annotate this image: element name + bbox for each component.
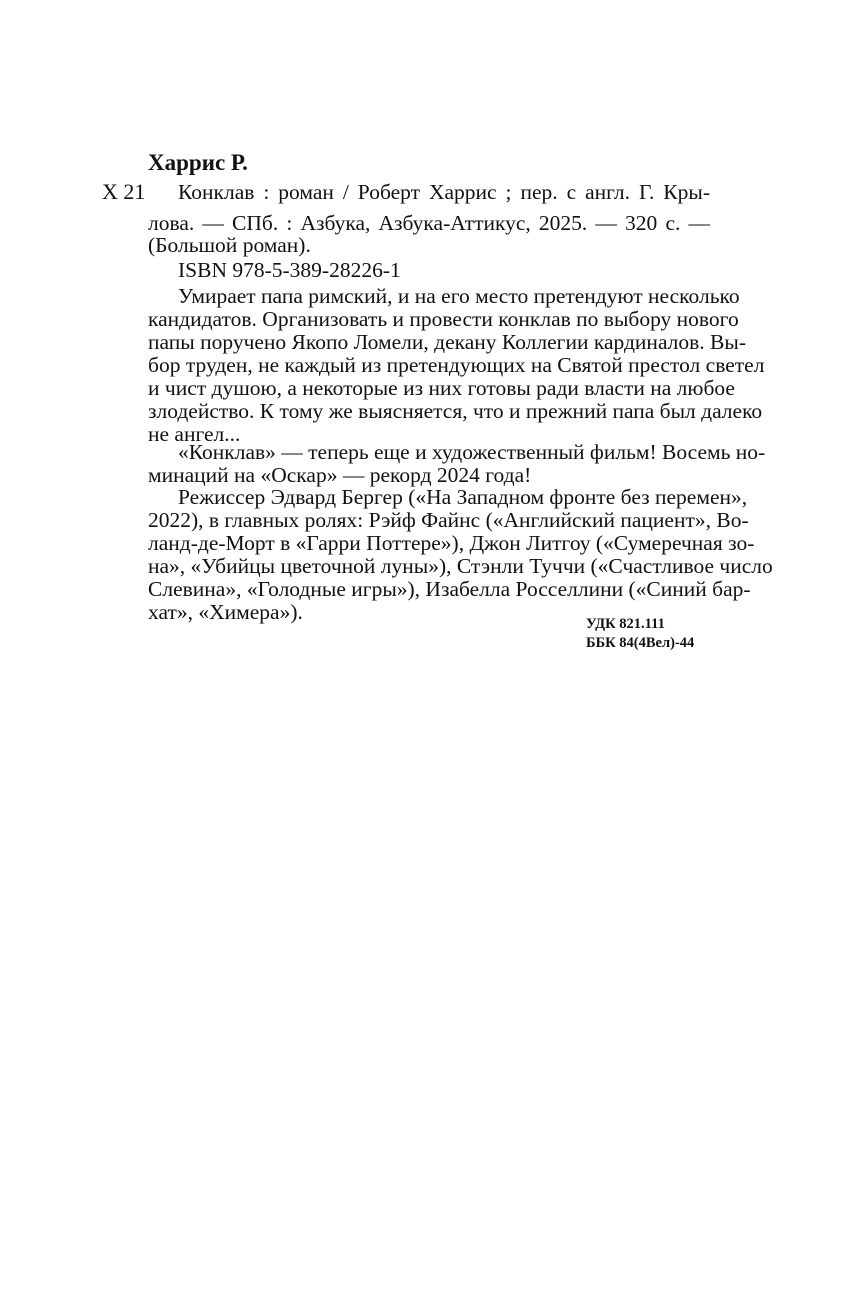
annotation-line: 2022), в главных ролях: Рэйф Файнс («Английский пациент», Во- — [148, 508, 749, 532]
annotation-line: кандидатов. Организовать и провести конклав по выбору нового — [148, 307, 739, 331]
annotation-line: и чист душою, а некоторые из них готовы ради власти на любое — [148, 376, 735, 400]
annotation-line: на», «Убийцы цветочной луны»), Стэнли Туччи («Счастливое число — [148, 554, 773, 578]
annotation-line: Слевина», «Голодные игры»), Изабелла Росселлини («Синий бар- — [148, 577, 751, 601]
annotation-line: минаций на «Оскар» — рекорд 2024 года! — [148, 463, 532, 487]
description-line: (Большой роман). — [148, 233, 311, 257]
author-heading: Харрис Р. — [148, 150, 248, 175]
udk-code: УДК 821.111 — [586, 616, 665, 632]
annotation-line: бор труден, не каждый из претендующих на Святой престол светел — [148, 353, 765, 377]
description-line: Конклав : роман / Роберт Харрис ; пер. с англ. Г. Кры- — [178, 180, 710, 204]
annotation-line: «Конклав» — теперь еще и художественный фильм! Восемь но- — [178, 440, 766, 464]
annotation-line: ланд-де-Морт в «Гарри Поттере»), Джон Литгоу («Сумеречная зо- — [148, 531, 755, 555]
isbn: ISBN 978-5-389-28226-1 — [178, 258, 401, 282]
annotation-line: Режиссер Эдвард Бергер («На Западном фронте без перемен», — [178, 485, 748, 509]
bbk-code: ББК 84(4Вел)-44 — [586, 635, 695, 651]
annotation-line: Умирает папа римский, и на его место претендуют несколько — [178, 284, 740, 308]
annotation-line: папы поручено Якопо Ломели, декану Коллегии кардиналов. Вы- — [148, 330, 747, 354]
description-line: лова. — СПб. : Азбука, Азбука-Аттикус, 2025. — 320 с. — — [148, 211, 710, 235]
annotation-line: хат», «Химера»). — [148, 600, 303, 624]
annotation-line: не ангел... — [148, 422, 241, 446]
annotation-line: злодейство. К тому же выясняется, что и прежний папа был далеко — [148, 399, 763, 423]
author-sign: Х 21 — [102, 179, 146, 204]
